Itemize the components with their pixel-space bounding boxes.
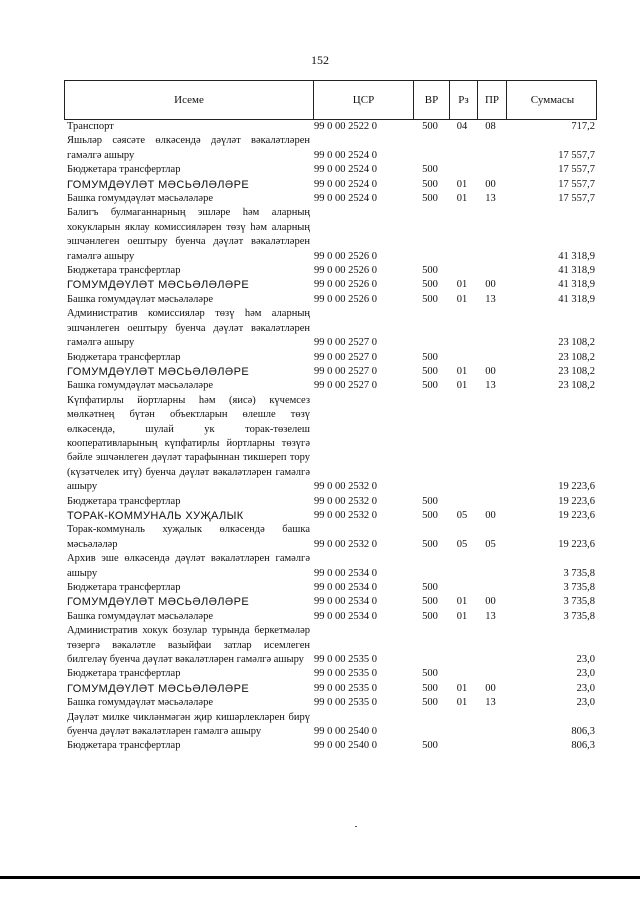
row-name: Транспорт: [67, 121, 114, 132]
row-name: Бюджетара трансфертлар: [67, 265, 181, 277]
row-name: Башка гомумдәүләт мәсьәләләре: [67, 293, 213, 305]
row-csr-code: 99 0 00 2524 0: [314, 164, 377, 176]
row-vr-code: 500: [422, 279, 438, 291]
row-vr-code: 500: [422, 538, 438, 550]
table-row: [64, 667, 597, 681]
row-rz-code: 01: [456, 682, 468, 694]
row-vr-code: 500: [422, 365, 438, 377]
header-csr: ЦСР: [313, 81, 413, 119]
row-vr-code: 500: [422, 351, 438, 363]
header-name: Исеме: [174, 94, 204, 106]
row-pr-code: 13: [485, 193, 496, 205]
row-pr-code: 00: [485, 279, 496, 291]
table-row: [64, 120, 597, 134]
table-row: [64, 523, 597, 552]
table-row: [64, 495, 597, 509]
table-row: [64, 581, 597, 595]
row-sum: 806,3: [571, 726, 595, 738]
row-rz-code: 01: [456, 279, 468, 291]
row-pr-code: 08: [485, 121, 496, 132]
row-name: Бюджетара трансфертлар: [67, 740, 181, 752]
table-row: [64, 379, 597, 393]
table-row: [64, 624, 597, 667]
row-vr-code: 500: [422, 740, 438, 752]
header-pr: ПР: [477, 81, 506, 119]
row-sum: 3 735,8: [563, 582, 595, 593]
row-sum: 806,3: [571, 740, 595, 752]
row-sum: 23 108,2: [558, 365, 595, 377]
row-vr-code: 500: [422, 193, 438, 205]
row-name: Башка гомумдәүләт мәсьәләләре: [67, 380, 213, 392]
table-row: [64, 711, 597, 740]
row-name: Бюджетара трансфертлар: [67, 351, 181, 363]
row-rz-code: 04: [456, 121, 468, 132]
row-sum: 41 318,9: [558, 279, 595, 291]
row-csr-code: 99 0 00 2527 0: [314, 365, 377, 377]
row-name: ТОРАК-КОММУНАЛЬ ХУҖАЛЫК: [67, 509, 244, 522]
table-row: [64, 307, 597, 350]
row-vr-code: 500: [422, 380, 438, 392]
row-vr-code: 500: [422, 495, 438, 507]
row-csr-code: 99 0 00 2526 0: [314, 279, 377, 291]
row-name: Күпфатирлы йортларны һәм (яисә) күчемсез мөлкәтнең бүтән объектларын өлешле төзү өлкәсендә, шулай ук торак-төзелеш кооперативларының күпфатирлы йортларны төзүгә бәйле эшчәнлеген дәүләт тарафыннан тикшереп тору (күзәтчелек итү) буенча дәүләт вәкаләтләрен гамәлгә ашыру: [67, 394, 310, 493]
budget-table: [64, 80, 597, 754]
row-csr-code: 99 0 00 2534 0: [314, 610, 377, 622]
table-row: [64, 192, 597, 206]
row-sum: 3 735,8: [563, 567, 595, 579]
row-rz-code: 01: [456, 365, 468, 377]
row-vr-code: 500: [422, 668, 438, 680]
row-name: Бюджетара трансфертлар: [67, 164, 181, 176]
row-name: ГОМУМДӘҮЛӘТ МӘСЬӘЛӘЛӘРЕ: [67, 365, 250, 378]
row-vr-code: 500: [422, 697, 438, 709]
row-rz-code: 01: [456, 380, 468, 392]
row-name: Бюджетара трансфертлар: [67, 668, 181, 680]
row-sum: 23,0: [576, 654, 595, 666]
row-vr-code: 500: [422, 682, 438, 694]
row-rz-code: 05: [456, 538, 468, 550]
row-rz-code: 01: [456, 697, 468, 709]
row-sum: 717,2: [571, 121, 595, 132]
row-sum: 17 557,7: [558, 193, 595, 205]
table-row: [64, 682, 597, 696]
row-rz-code: 01: [456, 178, 468, 190]
row-csr-code: 99 0 00 2540 0: [314, 726, 377, 738]
row-sum: 3 735,8: [563, 610, 595, 622]
row-vr-code: 500: [422, 265, 438, 277]
row-sum: 41 318,9: [558, 250, 595, 262]
table-row: [64, 206, 597, 264]
row-vr-code: 500: [422, 121, 438, 132]
table-row: [64, 264, 597, 278]
table-body: [64, 120, 597, 754]
row-csr-code: 99 0 00 2532 0: [314, 509, 377, 521]
row-name: Бюджетара трансфертлар: [67, 582, 181, 593]
row-sum: 23,0: [576, 668, 595, 680]
table-row: [64, 696, 597, 710]
row-csr-code: 99 0 00 2540 0: [314, 740, 377, 752]
row-pr-code: 13: [485, 293, 496, 305]
row-sum: 17 557,7: [558, 149, 595, 161]
row-rz-code: 01: [456, 293, 468, 305]
row-rz-code: 05: [456, 509, 468, 521]
row-vr-code: 500: [422, 293, 438, 305]
row-name: ГОМУМДӘҮЛӘТ МӘСЬӘЛӘЛӘРЕ: [67, 279, 250, 292]
row-name: Башка гомумдәүләт мәсьәләләре: [67, 193, 213, 205]
table-row: [64, 394, 597, 495]
row-sum: 23 108,2: [558, 351, 595, 363]
row-name: ГОМУМДӘҮЛӘТ МӘСЬӘЛӘЛӘРЕ: [67, 596, 250, 609]
table-row: [64, 163, 597, 177]
row-sum: 23,0: [576, 682, 595, 694]
row-csr-code: 99 0 00 2527 0: [314, 380, 377, 392]
row-vr-code: 500: [422, 178, 438, 190]
row-sum: 19 223,6: [558, 538, 595, 550]
row-rz-code: 01: [456, 610, 468, 622]
table-row: [64, 351, 597, 365]
table-row: [64, 610, 597, 624]
row-csr-code: 99 0 00 2532 0: [314, 495, 377, 507]
row-name: Дәүләт милке чикләнмәгән җир кишәрлекләрен бирү буенча дәүләт вәкаләтләрен гамәлгә ашыру: [67, 711, 310, 738]
row-pr-code: 00: [485, 178, 496, 190]
row-pr-code: 05: [485, 538, 496, 550]
row-vr-code: 500: [422, 164, 438, 176]
table-row: [64, 134, 597, 163]
row-rz-code: 01: [456, 596, 468, 608]
row-name: Административ комиссияләр төзү һәм аларның эшчәнлеген оештыру буенча дәүләт вәкаләтләрен гамәлгә ашыру: [67, 308, 310, 349]
header-vr: ВР: [413, 81, 449, 119]
row-name: Башка гомумдәүләт мәсьәләләре: [67, 610, 213, 622]
row-pr-code: 00: [485, 682, 496, 694]
table-row: [64, 178, 597, 192]
table-row: [64, 293, 597, 307]
row-csr-code: 99 0 00 2535 0: [314, 654, 377, 666]
row-sum: 23 108,2: [558, 337, 595, 349]
row-csr-code: 99 0 00 2527 0: [314, 351, 377, 363]
row-pr-code: 00: [485, 596, 496, 608]
row-name: Архив эше өлкәсендә дәүләт вәкаләтләрен гамәлгә ашыру: [67, 553, 310, 579]
row-sum: 17 557,7: [558, 178, 595, 190]
scan-speck: [355, 826, 357, 827]
table-header: [64, 80, 597, 120]
row-pr-code: 13: [485, 380, 496, 392]
header-sum: Суммасы: [506, 81, 598, 119]
row-sum: 19 223,6: [558, 495, 595, 507]
row-csr-code: 99 0 00 2526 0: [314, 250, 377, 262]
row-csr-code: 99 0 00 2532 0: [314, 481, 377, 493]
row-name: ГОМУМДӘҮЛӘТ МӘСЬӘЛӘЛӘРЕ: [67, 682, 250, 695]
row-sum: 19 223,6: [558, 481, 595, 493]
row-sum: 23 108,2: [558, 380, 595, 392]
page-number: 152: [311, 53, 329, 67]
row-vr-code: 500: [422, 582, 438, 593]
row-csr-code: 99 0 00 2534 0: [314, 596, 377, 608]
row-name: Торак-коммуналь хуҗалык өлкәсендә башка мәсьәләләр: [67, 524, 310, 550]
table-row: [64, 509, 597, 523]
row-name: ГОМУМДӘҮЛӘТ МӘСЬӘЛӘЛӘРЕ: [67, 178, 250, 191]
row-sum: 17 557,7: [558, 164, 595, 176]
row-sum: 3 735,8: [563, 596, 595, 608]
row-pr-code: 00: [485, 365, 496, 377]
row-csr-code: 99 0 00 2526 0: [314, 293, 377, 305]
row-name: Административ хокук бозулар турында беркетмәләр төзергә вәкаләтле вазыйфаи затлар исемлеген билгеләү буенча дәүләт вәкаләтләрен гамәлгә ашыру: [67, 625, 310, 666]
header-rz: Рз: [449, 81, 477, 119]
row-pr-code: 13: [485, 697, 496, 709]
table-row: [64, 595, 597, 609]
row-name: Балигъ булмаганнарның эшләре һәм аларның хокукларын яклау комиссияләрен төзү һәм аларның эшчәнлеген оештыру буенча дәүләт вәкаләтләрен гамәлгә ашыру: [67, 207, 310, 262]
row-csr-code: 99 0 00 2535 0: [314, 697, 377, 709]
row-csr-code: 99 0 00 2534 0: [314, 567, 377, 579]
row-pr-code: 13: [485, 610, 496, 622]
table-row: [64, 278, 597, 292]
row-vr-code: 500: [422, 610, 438, 622]
row-name: Яшьләр сәясәте өлкәсендә дәүләт вәкаләтләрен гамәлгә ашыру: [67, 135, 310, 161]
row-name: Бюджетара трансфертлар: [67, 495, 181, 507]
row-csr-code: 99 0 00 2524 0: [314, 193, 377, 205]
table-row: [64, 739, 597, 753]
row-sum: 41 318,9: [558, 265, 595, 277]
table-row: [64, 552, 597, 581]
row-csr-code: 99 0 00 2524 0: [314, 178, 377, 190]
row-csr-code: 99 0 00 2535 0: [314, 682, 377, 694]
scan-bottom-edge: [0, 876, 640, 879]
row-csr-code: 99 0 00 2527 0: [314, 337, 377, 349]
row-vr-code: 500: [422, 509, 438, 521]
row-csr-code: 99 0 00 2535 0: [314, 668, 377, 680]
table-row: [64, 365, 597, 379]
row-pr-code: 00: [485, 509, 496, 521]
row-csr-code: 99 0 00 2532 0: [314, 538, 377, 550]
row-csr-code: 99 0 00 2526 0: [314, 265, 377, 277]
row-rz-code: 01: [456, 193, 468, 205]
row-sum: 23,0: [576, 697, 595, 709]
row-sum: 41 318,9: [558, 293, 595, 305]
row-csr-code: 99 0 00 2522 0: [314, 121, 377, 132]
row-sum: 19 223,6: [558, 509, 595, 521]
row-csr-code: 99 0 00 2534 0: [314, 582, 377, 593]
row-vr-code: 500: [422, 596, 438, 608]
row-name: Башка гомумдәүләт мәсьәләләре: [67, 697, 213, 709]
row-csr-code: 99 0 00 2524 0: [314, 149, 377, 161]
